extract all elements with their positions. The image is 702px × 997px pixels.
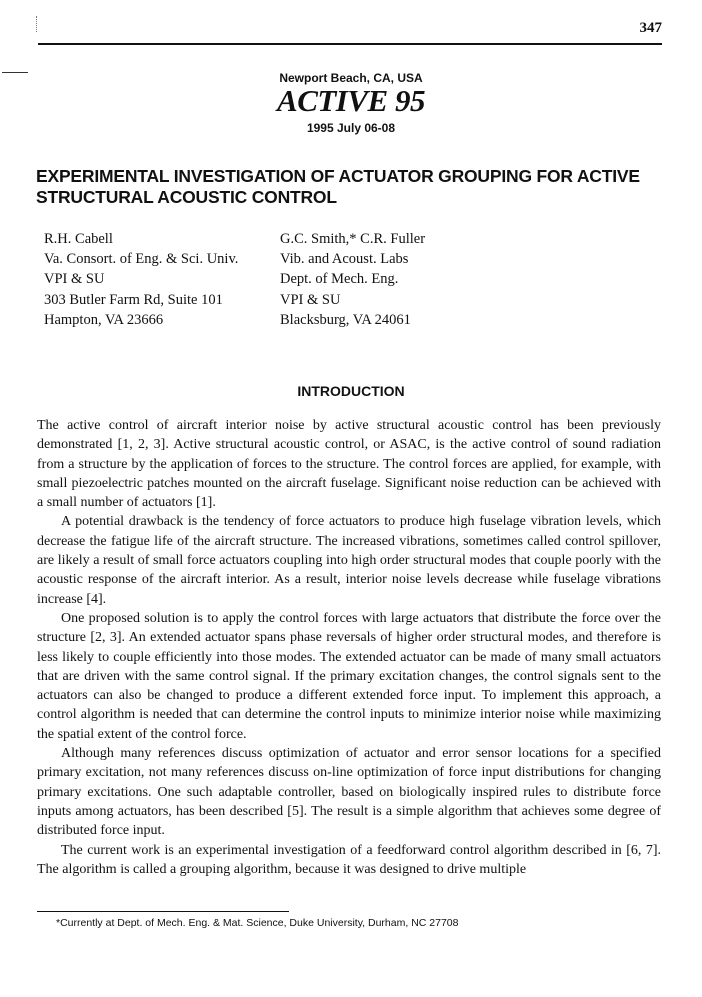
scan-margin-mark <box>36 16 38 32</box>
author-affiliation: Dept. of Mech. Eng. <box>280 271 399 288</box>
conference-name: ACTIVE 95 <box>277 83 425 118</box>
paragraph: The current work is an experimental investigation of a feedforward control algorithm described in [6, 7]. The algorithm is called a grouping algorithm, because it was designed to drive multiple <box>37 842 661 877</box>
author-affiliation: Vib. and Acoust. Labs <box>280 251 409 268</box>
author-affiliation: VPI & SU <box>280 291 341 308</box>
header-rule <box>38 43 662 45</box>
author-address: 303 Butler Farm Rd, Suite 101 <box>44 291 223 308</box>
section-heading-introduction: INTRODUCTION <box>297 383 405 399</box>
paragraph: A potential drawback is the tendency of force actuators to produce high fuselage vibration levels, which decrease the fatigue life of the aircraft structure. The increased vibrations, sometimes called control spillover, are likely a result of small force actuators coupling into high order structural modes that couple poorly with the acoustic response of the aircraft interior. As a result, interior noise levels decrease while fuselage vibrations increase [4]. <box>37 514 661 607</box>
author-address: Hampton, VA 23666 <box>44 311 164 328</box>
paragraph: The active control of aircraft interior noise by active structural acoustic control has been previously demonstrated [1, 2, 3]. Active structural acoustic control, or ASAC, is the active control of sound radiation from a structure by the application of forces to the structure. The control forces are applied, for example, with small piezoelectric patches mounted on the aircraft fuselage. Significant noise reduction can be achieved with a small number of actuators [1]. <box>37 418 661 511</box>
author-name: R.H. Cabell <box>44 231 113 247</box>
paragraph: Although many references discuss optimization of actuator and error sensor locations for a specified primary excitation, not many references discuss on-line optimization of force input distributions for changing primary excitations. One such adaptable controller, based on biologically inspired rules to distribute force inputs among actuators, has been described [5]. The result is a simple algorithm that achieves some degree of distributed force input. <box>37 746 661 839</box>
author-name: G.C. Smith,* C.R. Fuller <box>280 231 426 247</box>
author-block-right <box>280 229 500 330</box>
conference-location: Newport Beach, CA, USA <box>279 71 423 85</box>
footnote-rule <box>37 911 289 912</box>
conference-dates: 1995 July 06-08 <box>306 121 396 135</box>
paper-title: EXPERIMENTAL INVESTIGATION OF ACTUATOR GROUPING FOR ACTIVE STRUCTURAL ACOUSTIC CONTROL <box>36 166 640 207</box>
paragraph: One proposed solution is to apply the control forces with large actuators that distribute the force over the structure [2, 3]. An extended actuator spans phase reversals of higher order structural modes, and therefore is less likely to couple efficiently into those modes. The extended actuator can be made of many small actuators that are driven with the same control signal. If the primary excitation changes, the control signals sent to the actuators can also be changed to produce a different extended force input. To implement this approach, a control algorithm is needed that can determine the control inputs to minimize interior noise while maximizing the spatial extent of the control force. <box>37 610 661 742</box>
introduction-body <box>37 416 661 879</box>
author-affiliation: VPI & SU <box>44 271 105 288</box>
author-affiliation: Va. Consort. of Eng. & Sci. Univ. <box>44 251 239 268</box>
page-number: 347 <box>639 20 662 36</box>
author-block-left <box>44 229 284 330</box>
author-address: Blacksburg, VA 24061 <box>280 311 411 328</box>
footnote: *Currently at Dept. of Mech. Eng. & Mat. Science, Duke University, Durham, NC 27708 <box>56 917 459 929</box>
